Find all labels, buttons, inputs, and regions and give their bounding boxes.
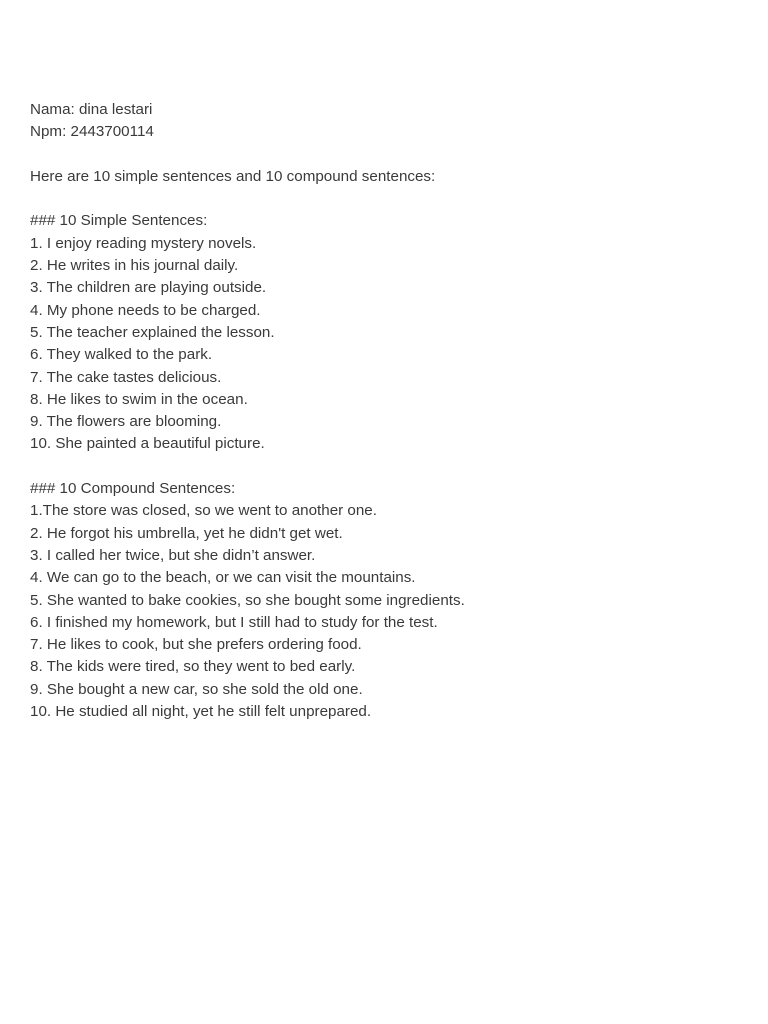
simple-sentence-item: 1. I enjoy reading mystery novels. bbox=[30, 234, 257, 252]
compound-sentence-item: 6. I finished my homework, but I still had to study for the test. bbox=[30, 613, 438, 631]
compound-sentences-heading: ### 10 Compound Sentences: bbox=[30, 480, 236, 498]
simple-sentence-item: 6. They walked to the park. bbox=[30, 346, 213, 364]
student-npm-line: Npm: 2443700114 bbox=[30, 123, 154, 141]
simple-sentences-heading: ### 10 Simple Sentences: bbox=[30, 212, 208, 230]
spacer bbox=[30, 188, 750, 210]
compound-sentences-section bbox=[30, 478, 750, 723]
simple-sentence-item: 5. The teacher explained the lesson. bbox=[30, 323, 275, 341]
spacer bbox=[30, 456, 750, 478]
compound-sentence-item: 1.The store was closed, so we went to another one. bbox=[30, 502, 377, 520]
simple-sentences-section bbox=[30, 210, 750, 455]
compound-sentence-item: 4. We can go to the beach, or we can visit the mountains. bbox=[30, 569, 416, 587]
compound-sentence-item: 8. The kids were tired, so they went to bed early. bbox=[30, 658, 356, 676]
compound-sentence-item: 2. He forgot his umbrella, yet he didn't get wet. bbox=[30, 524, 343, 542]
simple-sentence-item: 8. He likes to swim in the ocean. bbox=[30, 390, 248, 408]
document-body bbox=[30, 99, 750, 723]
simple-sentence-item: 10. She painted a beautiful picture. bbox=[30, 435, 265, 453]
student-name-line: Nama: dina lestari bbox=[30, 101, 153, 118]
simple-sentence-item: 9. The flowers are blooming. bbox=[30, 413, 222, 431]
compound-sentence-item: 10. He studied all night, yet he still felt unprepared. bbox=[30, 703, 372, 721]
simple-sentence-item: 4. My phone needs to be charged. bbox=[30, 301, 261, 319]
simple-sentence-item: 2. He writes in his journal daily. bbox=[30, 257, 239, 275]
compound-sentence-item: 5. She wanted to bake cookies, so she bought some ingredients. bbox=[30, 591, 465, 609]
spacer bbox=[30, 144, 750, 166]
compound-sentence-item: 3. I called her twice, but she didn’t answer. bbox=[30, 546, 316, 564]
compound-sentence-item: 9. She bought a new car, so she sold the old one. bbox=[30, 680, 363, 698]
compound-sentence-item: 7. He likes to cook, but she prefers ordering food. bbox=[30, 636, 362, 654]
intro-text: Here are 10 simple sentences and 10 compound sentences: bbox=[30, 167, 436, 185]
simple-sentence-item: 7. The cake tastes delicious. bbox=[30, 368, 222, 386]
simple-sentence-item: 3. The children are playing outside. bbox=[30, 279, 267, 297]
